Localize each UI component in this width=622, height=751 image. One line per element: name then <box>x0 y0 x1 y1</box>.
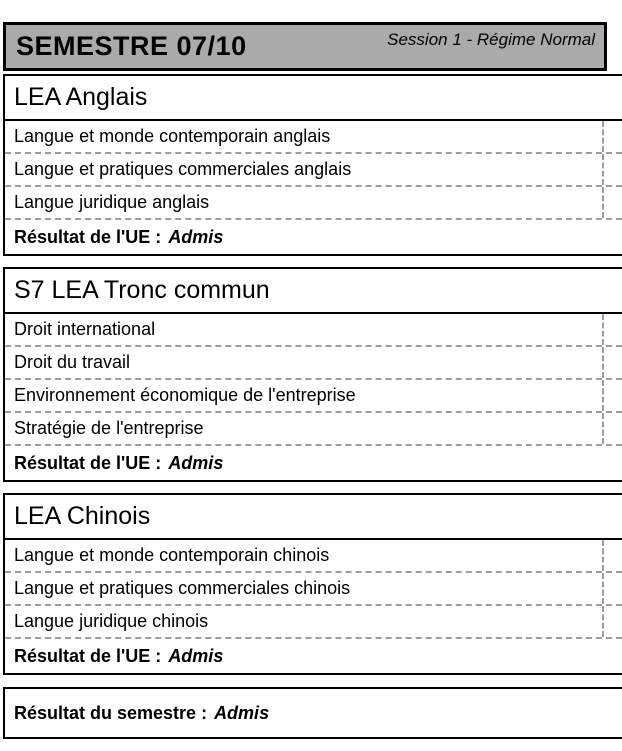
course-name: Langue et pratiques commerciales anglais <box>14 159 352 179</box>
grade-cell <box>602 347 622 378</box>
semester-title: SEMESTRE 07/10 <box>16 31 247 61</box>
course-row <box>5 347 622 380</box>
grade-cell <box>602 154 622 185</box>
semester-result-label: Résultat du semestre : <box>14 702 208 723</box>
course-name: Langue et monde contemporain anglais <box>14 126 331 146</box>
ue-section-s7-tronc-commun <box>3 267 622 482</box>
grade-cell <box>602 314 622 345</box>
ue-result-label: Résultat de l'UE : <box>14 645 162 666</box>
ue-result-row <box>5 446 622 480</box>
course-row <box>5 154 622 187</box>
ue-section-title: S7 LEA Tronc commun <box>5 269 622 314</box>
course-name: Langue et pratiques commerciales chinois <box>14 578 351 598</box>
ue-result-value: Admis <box>168 645 224 666</box>
grade-cell <box>602 121 622 152</box>
course-name: Droit du travail <box>14 352 131 372</box>
course-name: Langue juridique anglais <box>14 192 210 212</box>
ue-result-value: Admis <box>168 452 224 473</box>
course-row <box>5 540 622 573</box>
course-name: Stratégie de l'entreprise <box>14 418 204 438</box>
ue-result-value: Admis <box>168 226 224 247</box>
ue-result-label: Résultat de l'UE : <box>14 226 162 247</box>
ue-result-row <box>5 639 622 673</box>
ue-section-title: LEA Anglais <box>5 76 622 121</box>
course-row <box>5 606 622 639</box>
grade-cell <box>602 606 622 637</box>
semester-header-bar <box>3 22 607 71</box>
course-row <box>5 380 622 413</box>
ue-result-label: Résultat de l'UE : <box>14 452 162 473</box>
grade-cell <box>602 380 622 411</box>
course-row <box>5 573 622 606</box>
ue-section-lea-chinois <box>3 493 622 675</box>
course-row <box>5 413 622 446</box>
grade-cell <box>602 187 622 218</box>
session-label: Session 1 - Régime Normal <box>387 30 595 49</box>
course-row <box>5 187 622 220</box>
grade-cell <box>602 540 622 571</box>
course-name: Langue et monde contemporain chinois <box>14 545 330 565</box>
course-name: Langue juridique chinois <box>14 611 209 631</box>
course-row <box>5 121 622 154</box>
ue-result-row <box>5 220 622 254</box>
course-row <box>5 314 622 347</box>
course-name: Droit international <box>14 319 156 339</box>
ue-section-title: LEA Chinois <box>5 495 622 540</box>
course-name: Environnement économique de l'entreprise <box>14 385 356 405</box>
grade-cell <box>602 413 622 444</box>
semester-result-box <box>3 687 622 739</box>
semester-result-value: Admis <box>214 702 270 723</box>
grade-cell <box>602 573 622 604</box>
ue-section-lea-anglais <box>3 74 622 256</box>
